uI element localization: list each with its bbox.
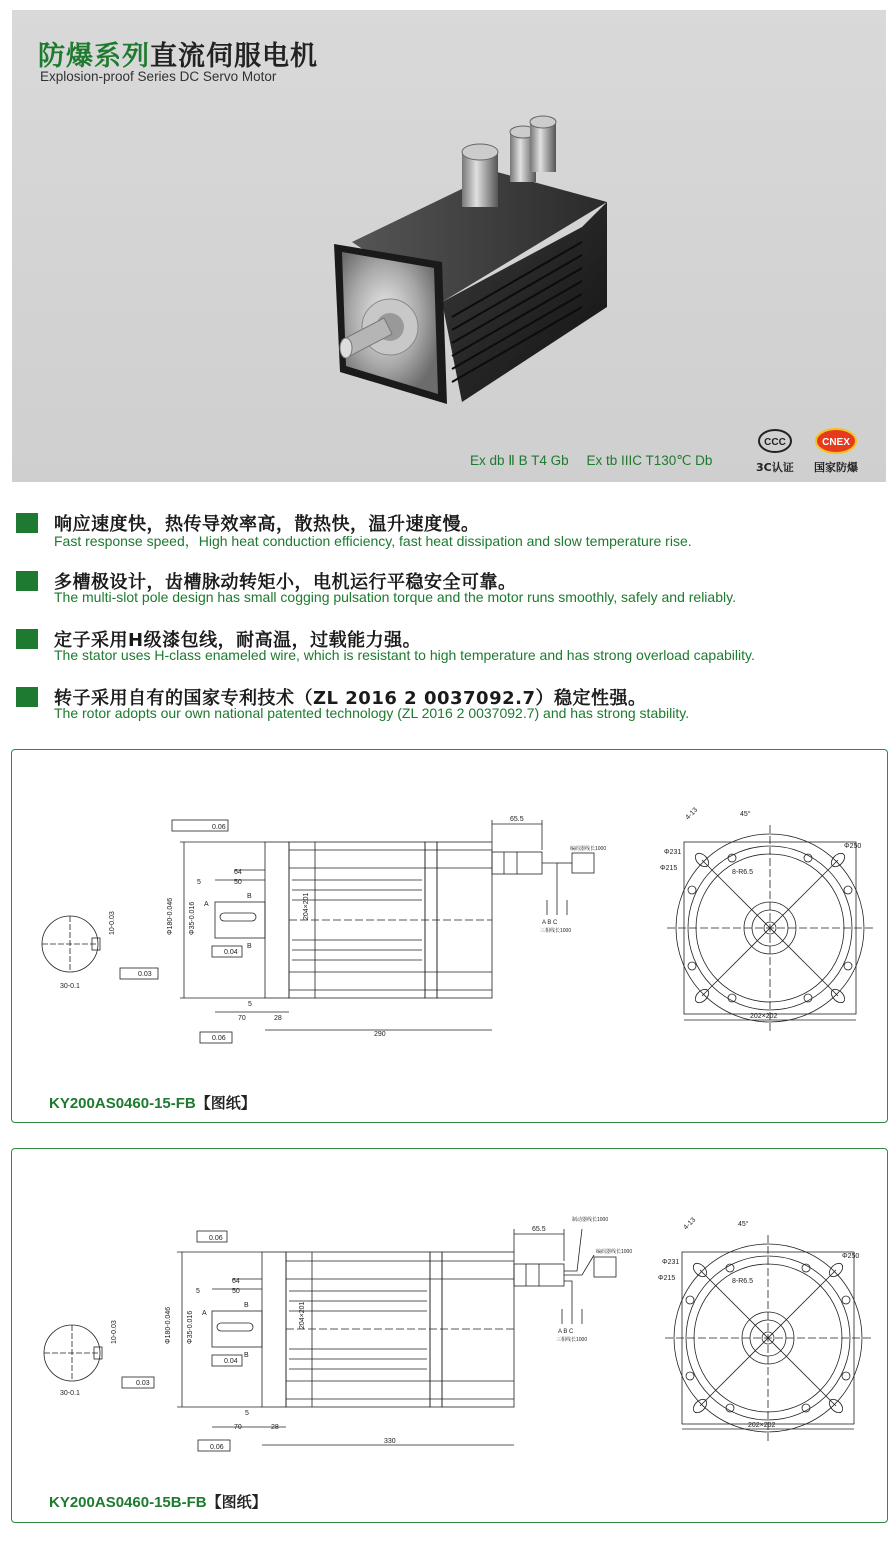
datum-b: B [244,1302,249,1309]
cnex-certification [814,428,858,475]
product-title [38,34,318,73]
phase-abc: A B C [542,920,558,926]
dim-hole: 4-13 [682,1216,698,1232]
drawing-panel-2 [11,1148,888,1523]
cable-brake: 制动器线长1000 [572,1217,609,1223]
product-hero [12,10,886,482]
dimension-drawing-1 [12,750,887,1090]
explosion-ratings [470,453,726,469]
datum-b: B [247,893,252,900]
ccc-label: 3C认证 [756,461,794,474]
drawing-link[interactable]: 【图纸】 [195,1095,256,1112]
cable-encoder: 编码器线长1000 [570,846,607,852]
tol-3: 0.03 [136,1380,150,1387]
dim-50: 50 [232,1288,240,1295]
ccc-logo-icon [757,428,793,454]
feature-bullet-icon [16,629,38,649]
dim-spigot: Φ180-0.046 [165,1306,172,1344]
dim-5b: 5 [248,1001,252,1008]
feature-bullet-icon [16,687,38,707]
cable-phase: 三相线长1000 [540,928,572,934]
dim-angle: 45° [738,1221,749,1228]
dim-65-5: 65.5 [510,816,524,823]
dim-shaft-w: 30-0.1 [60,1390,80,1397]
feature-zh: 多槽极设计，齿槽脉动转矩小，电机运行平稳安全可靠。 [54,572,517,593]
tol-1: 0.06 [209,1235,223,1242]
dim-d250: Φ250 [842,1253,860,1260]
dim-spigot: Φ180-0.046 [167,897,174,935]
feature-bullet-icon [16,571,38,591]
dim-d250: Φ250 [844,843,862,850]
dim-pcd: 8-R6.5 [732,869,754,876]
tol-2: 0.04 [224,1358,238,1365]
tol-1b: 0.06 [210,1444,224,1451]
datum-b2: B [247,943,252,950]
rating-dust: Ex tb IIIC T130℃ Db [586,453,713,468]
tol-2: 0.04 [224,949,238,956]
model-number: KY200AS0460-15B-FB [49,1494,207,1511]
rating-gas: Ex db Ⅱ B T4 Gb [470,453,569,468]
dim-length: 290 [374,1031,386,1038]
datum-a: A [204,901,209,908]
feature-en: The multi-slot pole design has small cogging pulsation torque and the motor runs smoothly, safely and reliably. [54,589,736,605]
dim-5b: 5 [245,1410,249,1417]
product-subtitle: Explosion-proof Series DC Servo Motor [40,69,277,84]
dim-flange: 202×202 [750,1013,778,1020]
title-product: 直流伺服电机 [150,41,318,72]
svg-text:CNEX: CNEX [822,437,850,448]
dim-50: 50 [234,879,242,886]
dim-keyway: 10-0.03 [109,911,116,935]
feature-en: Fast response speed，High heat conduction efficiency, fast heat dissipation and slow temperature rise. [54,533,692,549]
dim-d231: Φ231 [662,1259,680,1266]
dim-28: 28 [274,1015,282,1022]
dim-70: 70 [234,1424,242,1431]
cable-phase: 三相线长1000 [556,1337,588,1343]
datum-b2: B [244,1352,249,1359]
feature-zh: 响应速度快，热传导效率高，散热快，温升速度慢。 [54,514,480,535]
model-caption-2 [49,1491,267,1512]
tol-1b: 0.06 [212,1035,226,1042]
phase-abc: A B C [558,1329,574,1335]
motor-product-image [312,102,632,422]
dim-length: 330 [384,1438,396,1445]
dim-shaft-d: Φ35-0.016 [189,901,196,935]
dim-5a: 5 [197,879,201,886]
ccc-certification [756,428,794,475]
dim-keyway: 10-0.03 [111,1320,118,1344]
dimension-drawing-2 [12,1149,887,1489]
tol-1: 0.06 [212,824,226,831]
feature-bullet-icon [16,513,38,533]
model-caption-1 [49,1092,256,1113]
dim-flange: 202×202 [748,1422,776,1429]
model-number: KY200AS0460-15-FB [49,1095,196,1112]
dim-shaft-w: 30-0.1 [60,983,80,990]
drawing-panel-1 [11,749,888,1123]
cnex-logo-icon [814,428,858,454]
drawing-link[interactable]: 【图纸】 [206,1494,267,1511]
feature-zh: 转子采用自有的国家专利技术（ZL 2016 2 0037092.7）稳定性强。 [54,688,647,709]
dim-28: 28 [271,1424,279,1431]
title-series: 防爆系列 [38,41,150,72]
dim-body: 204×201 [299,1301,306,1329]
cable-encoder: 编码器线长1000 [596,1249,633,1255]
feature-en: The stator uses H-class enameled wire, which is resistant to high temperature and has strong overload capability. [54,647,755,663]
feature-en: The rotor adopts our own national patented technology (ZL 2016 2 0037092.7) and has strong stability. [54,705,690,721]
feature-zh: 定子采用H级漆包线，耐高温，过载能力强。 [54,630,422,651]
datum-a: A [202,1310,207,1317]
dim-5a: 5 [196,1288,200,1295]
dim-64: 64 [234,869,242,876]
dim-body: 204×201 [303,892,310,920]
dim-pcd: 8-R6.5 [732,1278,754,1285]
dim-d215: Φ215 [660,865,678,872]
dim-d215: Φ215 [658,1275,676,1282]
dim-65-5: 65.5 [532,1226,546,1233]
dim-shaft-d: Φ35-0.016 [187,1310,194,1344]
cnex-label: 国家防爆 [814,461,858,474]
svg-text:CCC: CCC [764,437,786,448]
tol-3: 0.03 [138,971,152,978]
dim-64: 64 [232,1278,240,1285]
dim-hole: 4-13 [684,806,700,822]
dim-d231: Φ231 [664,849,682,856]
dim-70: 70 [238,1015,246,1022]
dim-angle: 45° [740,811,751,818]
